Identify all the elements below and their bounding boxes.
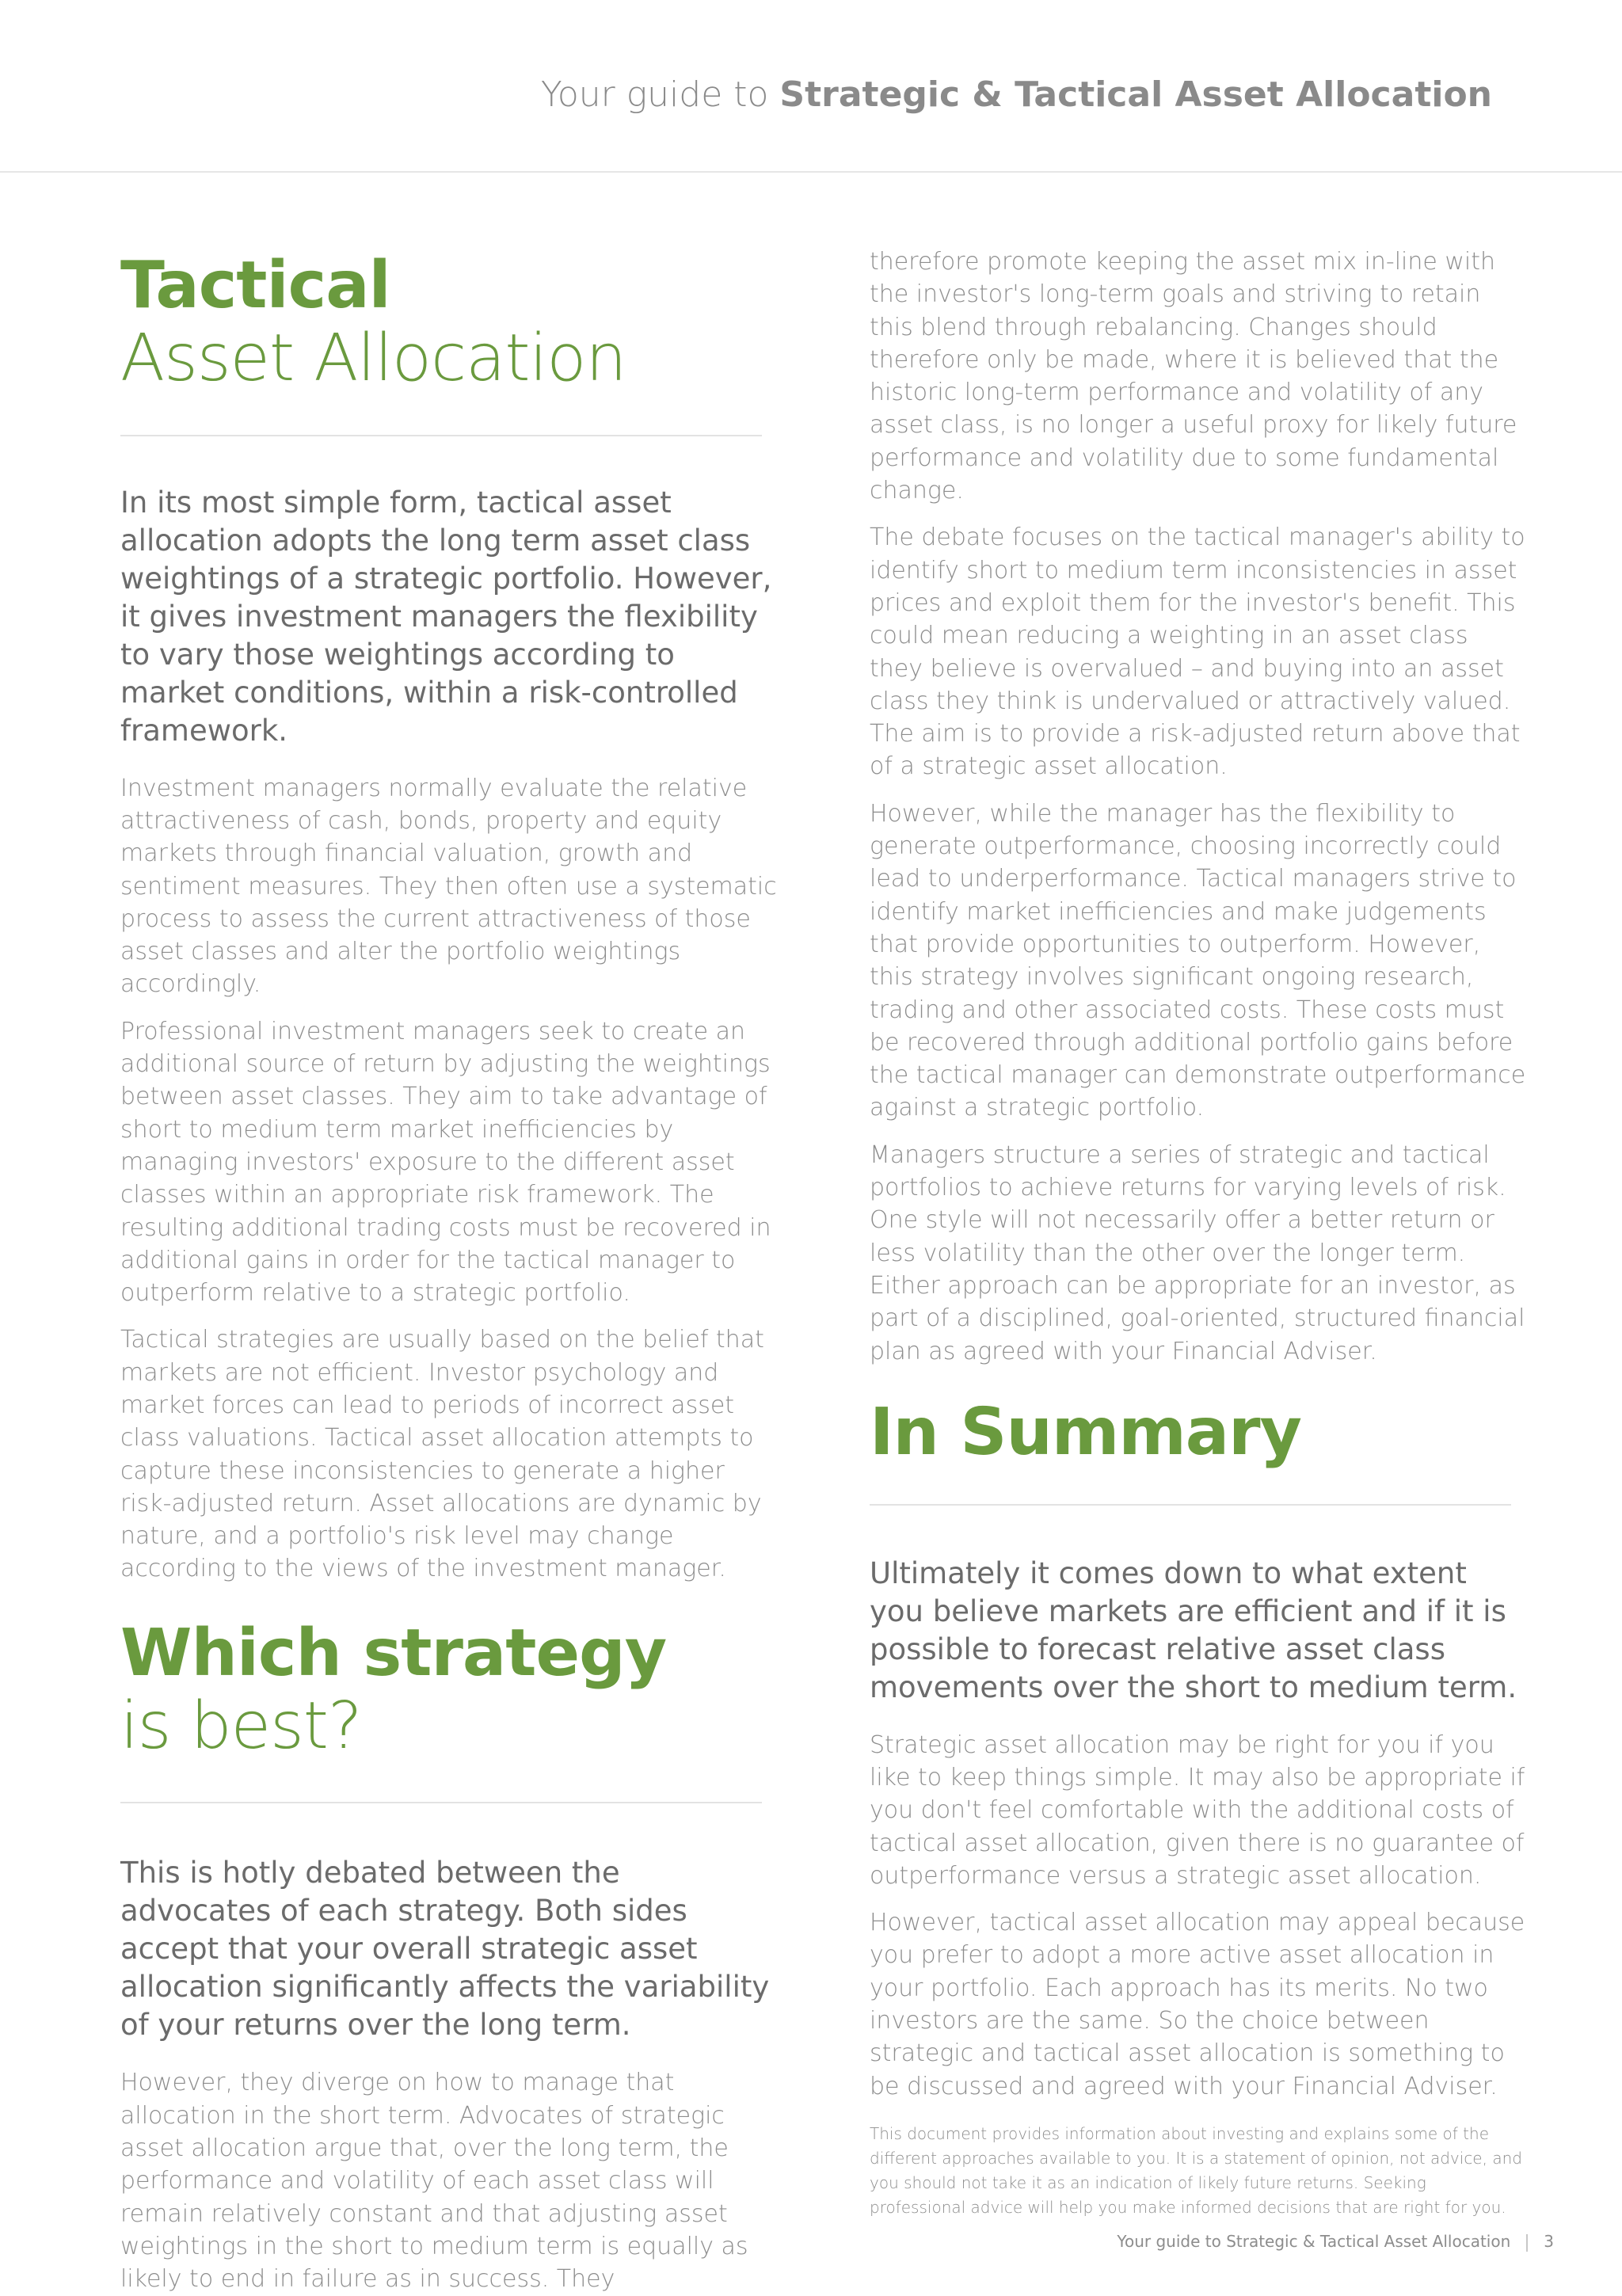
summary-heading (870, 1396, 1527, 1469)
divider (120, 1802, 762, 1803)
which-strategy-heading-bold: Which strategy (120, 1615, 667, 1691)
tactical-paragraph-1: Investment managers normally evaluate the relative attractiveness of cash, bonds, property and equity markets through financial valuation, growth and sentiment measures. They then often use a systematic process to assess the current attractiveness of those asset classes and alter the portfolio weightings accordingly. (120, 774, 777, 999)
tactical-paragraph-3: Tactical strategies are usually based on the belief that markets are not efficient. Investor psychology and market forces can lead to periods of incorrect asset class valuations. Tactical asset allocation attempts to capture these inconsistencies to generate a higher risk-adjusted return. Asset allocations are dynamic by nature, and a portfolio's risk level may change according to the views of the investment manager. (120, 1326, 764, 1583)
page-number: 3 (1544, 2232, 1554, 2251)
right-paragraph-3: However, while the manager has the flexibility to generate outperformance, choosing incorrectly could lead to underperformance. Tactical managers strive to identify market inefficiencies and make judgements that provide opportunities to outperform. However, this strategy involves significant ongoing research, trading and other associated costs. These costs must be recovered through additional portfolio gains before the tactical manager can demonstrate outperformance against a strategic portfolio. (870, 799, 1526, 1122)
summary-paragraph-1: Strategic asset allocation may be right for you if you like to keep things simple. It may also be appropriate if you don't feel comfortable with the additional costs of tactical asset allocation, given there is no guarantee of outperformance versus a strategic asset allocation. (870, 1731, 1525, 1890)
summary-heading-text: In Summary (870, 1394, 1301, 1470)
which-strategy-heading (120, 1617, 778, 1763)
tactical-lead: In its most simple form, tactical asset allocation adopts the long term asset class weightings of a strategic portfolio. However, it gives investment managers the flexibility to vary those weightings according to market conditions, within a risk-controlled framework. (120, 485, 772, 748)
tactical-paragraph-2: Professional investment managers seek to create an additional source of return by adjusting the weightings between asset classes. They aim to take advantage of short to medium term market inefficiencies by managing investors' exposure to the different asset classes within an appropriate risk framework. The resulting additional trading costs must be recovered in additional gains in order for the tactical manager to outperform relative to a strategic portfolio. (120, 1017, 771, 1308)
summary-lead: Ultimately it comes down to what extent you believe markets are efficient and if it is possible to forecast relative asset class movements over the short to medium term. (870, 1555, 1517, 1704)
disclaimer: This document provides information about investing and explains some of the different approaches available to you. It is a statement of opinion, not advice, and you should not take it as an indication of likely future returns. Seeking professional advice will help you make informed decisions that are right for you. (870, 2123, 1522, 2217)
footer-separator (1526, 2234, 1528, 2252)
header-title (541, 74, 1492, 115)
header-title-prefix: Your guide to (540, 74, 780, 115)
tactical-heading-light: Asset Allocation (120, 320, 626, 396)
tactical-heading-bold: Tactical (120, 248, 390, 323)
left-column (120, 238, 778, 2296)
divider (120, 435, 762, 436)
right-column (870, 246, 1527, 2220)
page-header (0, 0, 1622, 173)
right-paragraph-2: The debate focuses on the tactical manager's ability to identify short to medium term inconsistencies in asset prices and exploit them for the investor's benefit. This could mean reducing a weighting in an asset class they believe is overvalued – and buying into an asset class they think is undervalued or attractively valued. The aim is to provide a risk-adjusted return above that of a strategic asset allocation. (870, 524, 1525, 781)
which-strategy-lead: This is hotly debated between the advocates of each strategy. Both sides accept that your overall strategic asset allocation significantly affects the variability of your returns over the long term. (120, 1856, 770, 2043)
divider (870, 1504, 1511, 1506)
page-footer (1117, 2232, 1554, 2252)
right-paragraph-1: therefore promote keeping the asset mix in-line with the investor's long-term goals and striving to retain this blend through rebalancing. Changes should therefore only be made, where it is believed that the historic long-term performance and volatility of any asset class, is no longer a useful proxy for likely future performance and volatility due to some fundamental change. (870, 248, 1517, 505)
tactical-heading (120, 249, 778, 395)
header-title-emphasis: Strategic & Tactical Asset Allocation (779, 74, 1492, 115)
which-strategy-paragraph-1: However, they diverge on how to manage that allocation in the short term. Advocates of strategic asset allocation argue that, over the long term, the performance and volatility of each asset class will remain relatively constant and that adjusting asset weightings in the short to medium term is equally as likely to end in failure as in success. They (120, 2069, 748, 2294)
summary-paragraph-2: However, tactical asset allocation may appeal because you prefer to adopt a more active asset allocation in your portfolio. Each approach has its merits. No two investors are the same. So the choice between strategic and tactical asset allocation is something to be discussed and agreed with your Financial Adviser. (870, 1909, 1525, 2100)
right-paragraph-4: Managers structure a series of strategic and tactical portfolios to achieve returns for varying levels of risk. One style will not necessarily offer a better return or less volatility than the other over the longer term. Either approach can be appropriate for an investor, as part of a disciplined, goal-oriented, structured financial plan as agreed with your Financial Adviser. (870, 1140, 1525, 1365)
footer-text: Your guide to Strategic & Tactical Asset Allocation (1117, 2232, 1511, 2251)
which-strategy-heading-light: is best? (120, 1688, 362, 1764)
